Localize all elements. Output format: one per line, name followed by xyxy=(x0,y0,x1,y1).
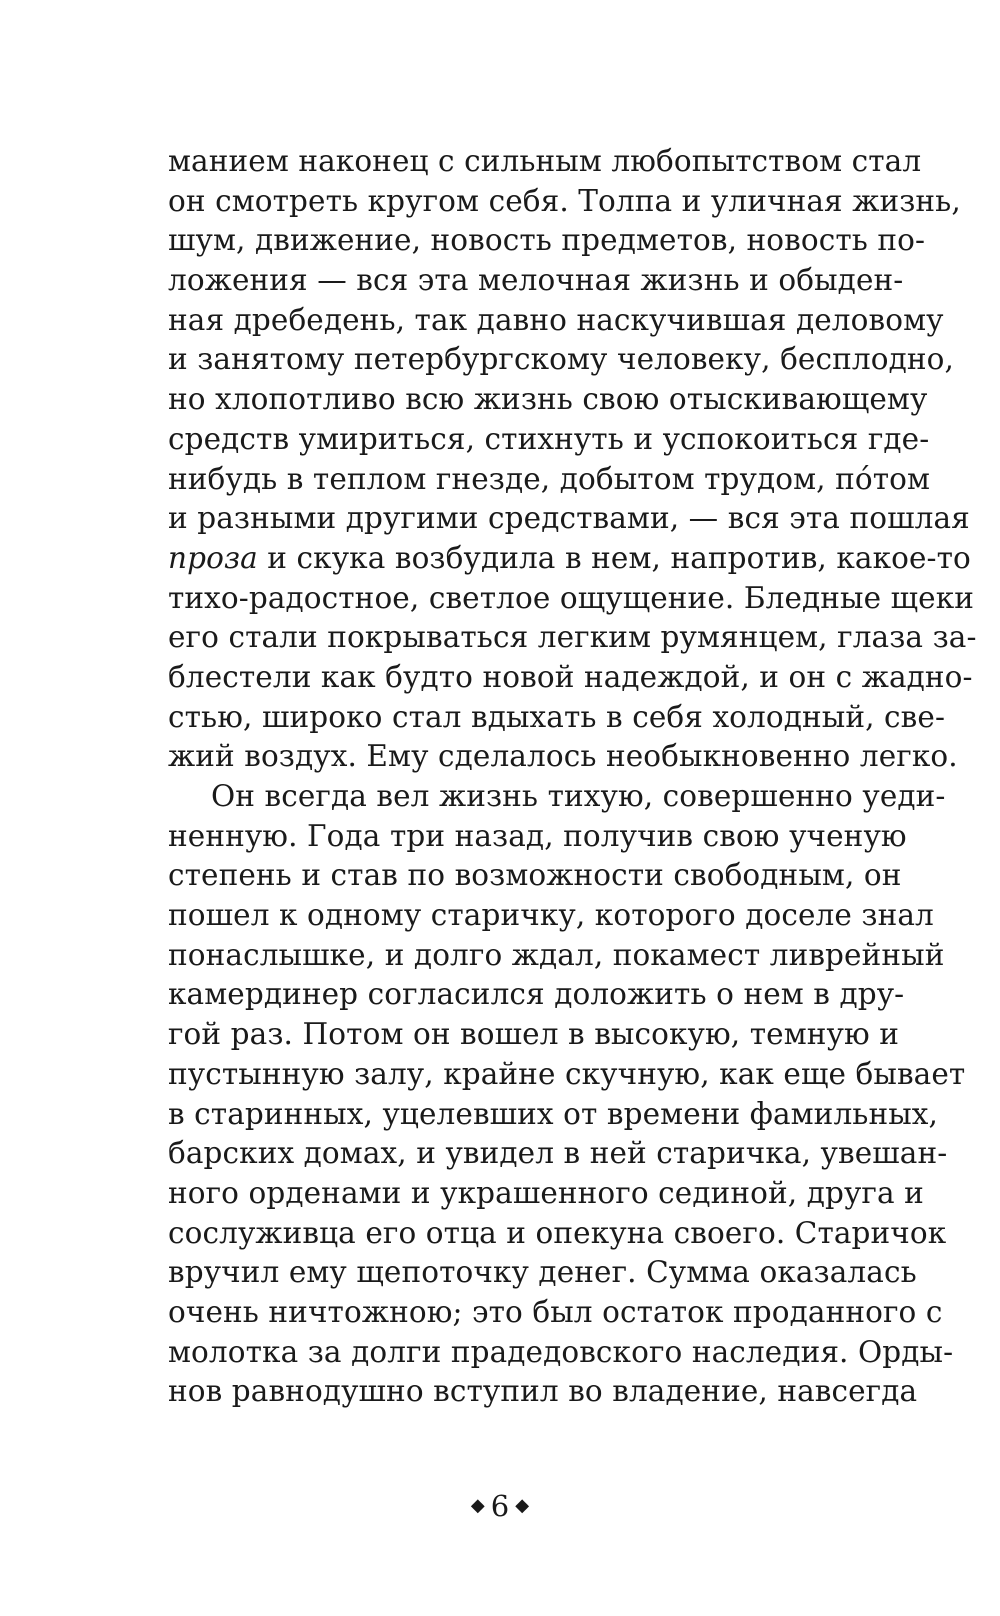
text-line-rest: и скука возбудила в нем, напротив, какое-то xyxy=(257,540,971,575)
body-text xyxy=(168,142,977,1412)
text-line: тихо-радостное, светлое ощущение. Бледные щеки xyxy=(168,580,975,615)
diamond-ornament-icon: ◆ xyxy=(515,1495,530,1516)
text-line: молотка за долги прадедовского наследия. Орды- xyxy=(168,1334,954,1369)
text-line: и разными другими средствами, — вся эта пошлая xyxy=(168,501,970,536)
text-line: его стали покрываться легким румянцем, глаза за- xyxy=(168,620,977,655)
text-line: блестели как будто новой надеждой, и он с жадно- xyxy=(168,659,973,694)
text-line: и занятому петербургскому человеку, бесплодно, xyxy=(168,342,954,377)
text-line: стью, широко стал вдыхать в себя холодный, све- xyxy=(168,699,946,734)
italic-word: проза xyxy=(168,540,258,575)
text-line: нибудь в теплом гнезде, добытом трудом, по́том xyxy=(168,461,931,496)
text-line: вручил ему щепоточку денег. Сумма оказалась xyxy=(168,1255,917,1290)
text-line: ненную. Года три назад, получив свою ученую xyxy=(168,818,907,853)
text-line: но хлопотливо всю жизнь свою отыскивающему xyxy=(168,382,928,417)
text-line: нов равнодушно вступил во владение, навсегда xyxy=(168,1374,918,1409)
paragraph-start-line: Он всегда вел жизнь тихую, совершенно уеди- xyxy=(211,779,946,813)
text-line: сослуживца его отца и опекуна своего. Старичок xyxy=(168,1215,947,1250)
text-line: камердинер согласился доложить о нем в дру- xyxy=(168,977,905,1012)
text-line: в старинных, уцелевших от времени фамильных, xyxy=(168,1096,939,1131)
text-line: ложения — вся эта мелочная жизнь и обыден- xyxy=(168,263,904,298)
diamond-ornament-icon: ◆ xyxy=(470,1495,485,1516)
text-line: пустынную залу, крайне скучную, как еще бывает xyxy=(168,1056,966,1091)
text-line: гой раз. Потом он вошел в высокую, темную и xyxy=(168,1017,899,1052)
text-line: степень и став по возможности свободным, он xyxy=(168,858,902,893)
text-line: барских домах, и увидел в ней старичка, увешан- xyxy=(168,1136,948,1171)
text-line: очень ничтожною; это был остаток проданного с xyxy=(168,1294,943,1329)
text-line: средств умириться, стихнуть и успокоиться где- xyxy=(168,421,930,456)
text-line: ного орденами и украшенного сединой, друга и xyxy=(168,1175,924,1210)
page-footer xyxy=(0,1488,1000,1526)
text-line-with-italic xyxy=(168,539,971,579)
text-line: шум, движение, новость предметов, новость по- xyxy=(168,223,926,258)
text-line: пошел к одному старичку, которого доселе знал xyxy=(168,898,934,933)
text-line: он смотреть кругом себя. Толпа и уличная жизнь, xyxy=(168,183,961,218)
text-line: манием наконец с сильным любопытством стал xyxy=(168,144,922,178)
text-line: ная дребедень, так давно наскучившая деловому xyxy=(168,302,944,337)
paragraph-end-line: жий воздух. Ему сделалось необыкновенно легко. xyxy=(168,739,958,774)
page-number: 6 xyxy=(490,1489,510,1523)
text-line: понаслышке, и долго ждал, покамест ливрейный xyxy=(168,937,945,972)
